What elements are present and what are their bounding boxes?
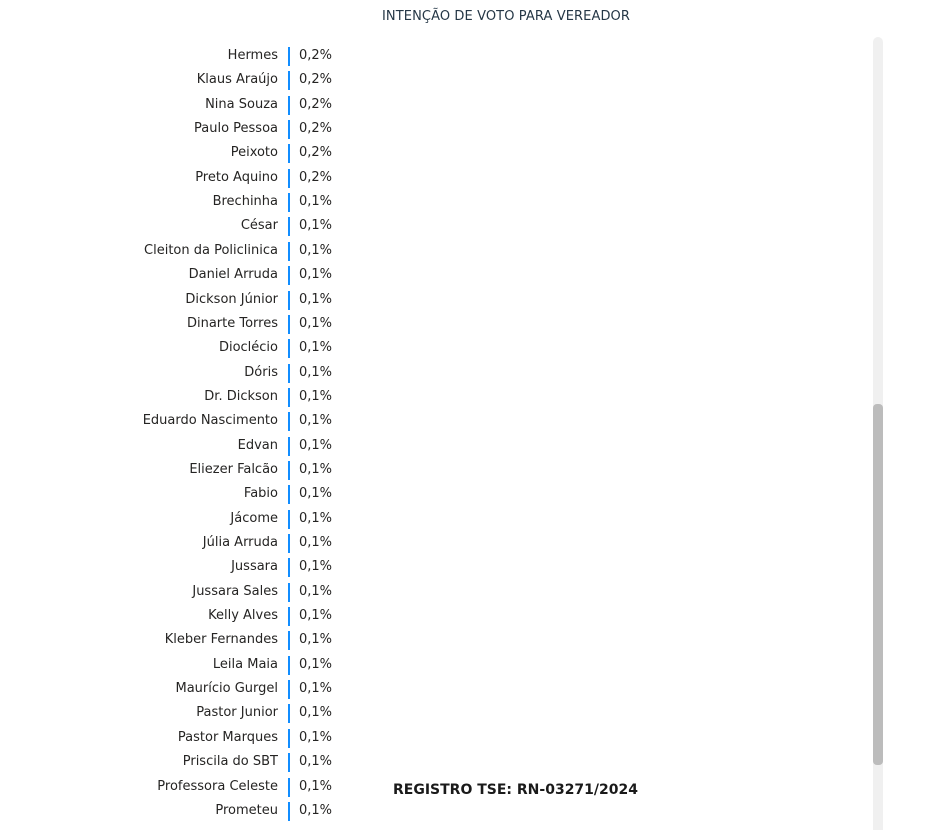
chart-row[interactable]: [0, 141, 860, 165]
chart-row[interactable]: [0, 263, 860, 287]
category-label: Pastor Marques: [177, 729, 278, 745]
chart-row[interactable]: [0, 44, 860, 68]
chart-row[interactable]: [0, 117, 860, 141]
value-label: 0,1%: [299, 705, 333, 721]
chart-row[interactable]: [0, 166, 860, 190]
category-label: Hermes: [227, 48, 278, 63]
bar[interactable]: [288, 96, 290, 115]
value-label: 0,1%: [299, 486, 333, 502]
chart-row[interactable]: [0, 677, 860, 701]
category-label: Maurício Gurgel: [175, 681, 278, 697]
bar[interactable]: [288, 753, 290, 772]
value-label: 0,1%: [299, 754, 333, 770]
chart-row[interactable]: [0, 239, 860, 263]
bar[interactable]: [288, 364, 290, 383]
value-label: 0,1%: [299, 315, 333, 331]
bar[interactable]: [288, 437, 290, 456]
bar-chart: [0, 44, 860, 830]
category-label: Brechinha: [212, 194, 278, 210]
chart-row[interactable]: [0, 726, 860, 750]
category-label: Leila Maia: [212, 656, 278, 672]
chart-row[interactable]: [0, 507, 860, 531]
bar[interactable]: [288, 144, 290, 163]
value-label: 0,1%: [299, 413, 333, 429]
bar[interactable]: [288, 704, 290, 723]
chart-row[interactable]: [0, 312, 860, 336]
bar[interactable]: [288, 461, 290, 480]
value-label: 0,1%: [299, 510, 333, 526]
chart-row[interactable]: [0, 385, 860, 409]
value-label: 0,1%: [299, 535, 333, 550]
bar[interactable]: [288, 778, 290, 797]
bar[interactable]: [288, 412, 290, 431]
category-label: Peixoto: [230, 145, 278, 161]
chart-row[interactable]: [0, 531, 860, 555]
category-label: Edvan: [237, 437, 278, 453]
value-label: 0,1%: [299, 194, 333, 210]
category-label: Paulo Pessoa: [194, 121, 278, 137]
bar[interactable]: [288, 631, 290, 650]
chart-row[interactable]: [0, 555, 860, 579]
bar[interactable]: [288, 291, 290, 310]
category-label: Nina Souza: [205, 96, 278, 112]
bar[interactable]: [288, 388, 290, 407]
chart-row[interactable]: [0, 214, 860, 238]
scrollbar-thumb[interactable]: [873, 404, 883, 765]
chart-row[interactable]: [0, 604, 860, 628]
bar[interactable]: [288, 802, 290, 821]
category-label: Jussara Sales: [192, 583, 278, 599]
category-label: Preto Aquino: [195, 169, 278, 185]
chart-row[interactable]: [0, 580, 860, 604]
category-label: Professora Celeste: [157, 778, 278, 794]
value-label: 0,1%: [299, 583, 333, 599]
category-label: Eliezer Falcão: [189, 461, 278, 477]
chart-row[interactable]: [0, 750, 860, 774]
category-label: Dinarte Torres: [186, 315, 278, 331]
category-label: Dr. Dickson: [204, 388, 278, 404]
category-label: César: [240, 218, 278, 234]
value-label: 0,1%: [299, 802, 333, 818]
bar[interactable]: [288, 583, 290, 602]
bar[interactable]: [288, 510, 290, 529]
bar[interactable]: [288, 656, 290, 675]
value-label: 0,1%: [299, 559, 333, 575]
chart-row[interactable]: [0, 628, 860, 652]
bar[interactable]: [288, 242, 290, 261]
value-label: 0,2%: [299, 48, 333, 63]
category-label: Dioclécio: [218, 340, 278, 356]
value-label: 0,1%: [299, 437, 333, 453]
chart-row[interactable]: [0, 409, 860, 433]
bar[interactable]: [288, 680, 290, 699]
value-label: 0,1%: [299, 218, 333, 234]
value-label: 0,1%: [299, 340, 333, 356]
category-label: Eduardo Nascimento: [142, 413, 278, 429]
chart-row[interactable]: [0, 190, 860, 214]
category-label: Daniel Arruda: [188, 267, 278, 283]
category-label: Prometeu: [215, 802, 278, 818]
value-label: 0,2%: [299, 169, 333, 185]
value-label: 0,2%: [299, 96, 333, 112]
bar[interactable]: [288, 47, 290, 66]
bar[interactable]: [288, 558, 290, 577]
value-label: 0,1%: [299, 681, 333, 697]
chart-row[interactable]: [0, 799, 860, 823]
value-label: 0,1%: [299, 729, 333, 745]
value-label: 0,1%: [299, 608, 333, 624]
value-label: 0,1%: [299, 461, 333, 477]
chart-row[interactable]: [0, 288, 860, 312]
bar[interactable]: [288, 534, 290, 553]
chart-row[interactable]: [0, 458, 860, 482]
bar[interactable]: [288, 339, 290, 358]
category-label: Cleiton da Policlinica: [144, 242, 278, 258]
category-label: Kelly Alves: [208, 608, 278, 624]
category-label: Jácome: [230, 510, 278, 526]
bar[interactable]: [288, 120, 290, 139]
category-label: Klaus Araújo: [196, 72, 278, 88]
value-label: 0,1%: [299, 632, 333, 648]
chart-title: INTENÇÃO DE VOTO PARA VEREADOR: [381, 9, 631, 24]
bar[interactable]: [288, 266, 290, 285]
category-label: Júlia Arruda: [202, 535, 278, 550]
value-label: 0,1%: [299, 364, 333, 380]
category-label: Dickson Júnior: [185, 291, 278, 307]
chart-row[interactable]: [0, 434, 860, 458]
bar[interactable]: [288, 169, 290, 188]
chart-row[interactable]: [0, 361, 860, 385]
bar[interactable]: [288, 485, 290, 504]
bar[interactable]: [288, 217, 290, 236]
chart-row[interactable]: [0, 68, 860, 92]
category-label: Kleber Fernandes: [164, 632, 278, 648]
category-label: Pastor Junior: [196, 705, 278, 721]
value-label: 0,1%: [299, 242, 333, 258]
bar[interactable]: [288, 71, 290, 90]
value-label: 0,2%: [299, 145, 333, 161]
value-label: 0,2%: [299, 121, 333, 137]
value-label: 0,1%: [299, 388, 333, 404]
value-label: 0,2%: [299, 72, 333, 88]
chart-row[interactable]: [0, 482, 860, 506]
category-label: Dóris: [244, 364, 278, 380]
category-label: Fabio: [243, 486, 278, 502]
chart-row[interactable]: [0, 93, 860, 117]
chart-row[interactable]: [0, 701, 860, 725]
value-label: 0,1%: [299, 656, 333, 672]
bar[interactable]: [288, 193, 290, 212]
bar[interactable]: [288, 607, 290, 626]
category-label: Jussara: [231, 559, 278, 575]
chart-row[interactable]: [0, 653, 860, 677]
bar[interactable]: [288, 729, 290, 748]
registro-tse: REGISTRO TSE: RN-03271/2024: [393, 782, 638, 798]
bar[interactable]: [288, 315, 290, 334]
chart-row[interactable]: [0, 336, 860, 360]
value-label: 0,1%: [299, 291, 333, 307]
value-label: 0,1%: [299, 267, 333, 283]
category-label: Priscila do SBT: [182, 754, 278, 770]
value-label: 0,1%: [299, 778, 333, 794]
